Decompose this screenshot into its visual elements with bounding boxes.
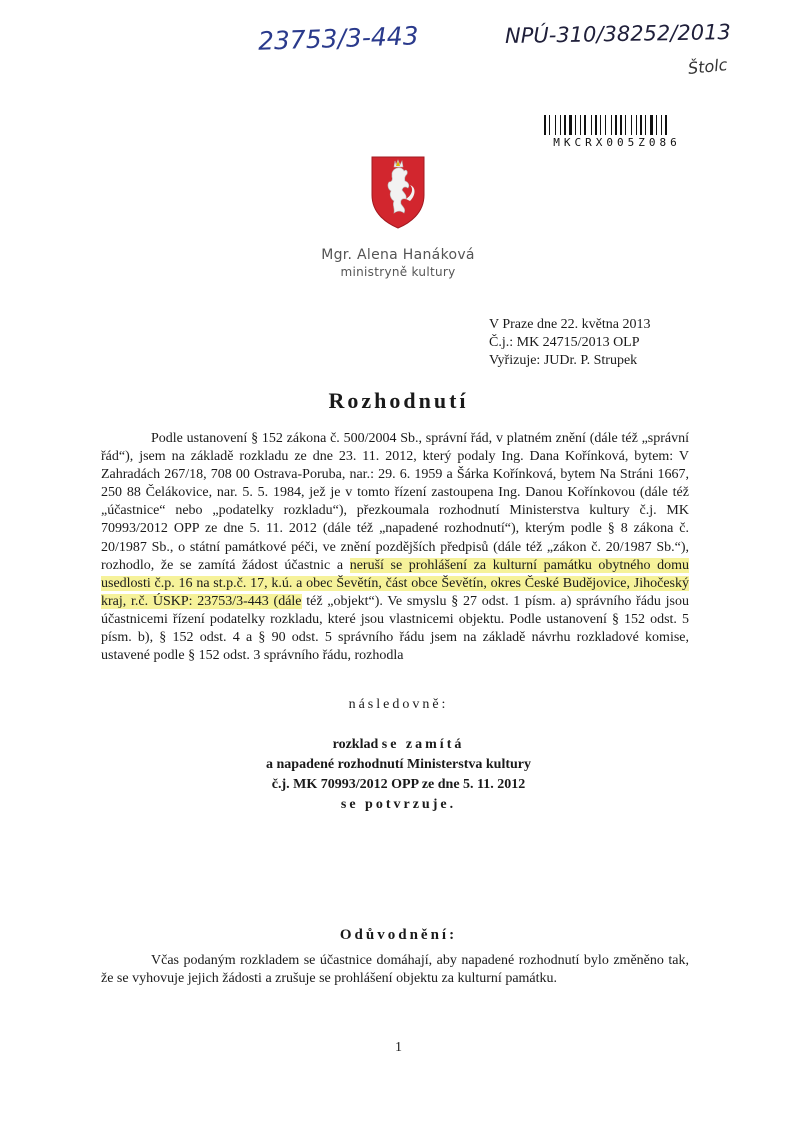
barcode-bar [600,115,601,135]
ruling-action: se zamítá [381,737,465,752]
barcode-bars [544,115,690,135]
barcode-bar [547,115,548,135]
barcode-bar [623,115,624,135]
document-meta [489,316,650,370]
barcode-bar [636,115,637,135]
barcode-bar [595,115,597,135]
barcode-bar [665,115,667,135]
barcode-bar [593,115,594,135]
ruling-block [0,735,797,815]
page-number: 1 [395,1040,402,1055]
czech-coat-of-arms-icon [370,155,426,230]
barcode-bar [613,115,614,135]
barcode-bar [564,115,566,135]
barcode-bar [638,115,639,135]
signer-name: Mgr. Alena Hanáková [321,247,475,263]
barcode-bar [549,115,550,135]
barcode-bar [640,115,642,135]
barcode-bar [580,115,581,135]
decision-paragraph [101,430,689,665]
reasoning-paragraph: Včas podaným rozkladem se účastnice domáhají, aby napadené rozhodnutí bylo změněno tak, že se vyhovuje jejich žádosti a zrušuje se prohlášení objektu za kulturní památku. [101,953,689,987]
barcode-bar [555,115,556,135]
barcode-bar [587,115,590,135]
barcode-bar [551,115,554,135]
barcode-bar [562,115,563,135]
barcode-bar [611,115,612,135]
barcode-bar [647,115,649,135]
handwritten-initials: Štolc [687,54,729,79]
barcode-bar [633,115,635,135]
signer-block [300,247,496,279]
ruling-subject: rozklad [332,737,379,752]
barcode-bar [627,115,630,135]
barcode-bar [569,115,572,135]
barcode-bar [582,115,583,135]
barcode-bar [575,115,576,135]
handled-by: Vyřizuje: JUDr. P. Strupek [489,353,638,368]
barcode-bar [661,115,662,135]
ruling-line-2: a napadené rozhodnutí Ministerstva kultury [266,757,531,772]
barcode-bar [577,115,579,135]
barcode-bar [645,115,646,135]
barcode-bar [620,115,622,135]
barcode-bar [625,115,626,135]
ruling-line-3: č.j. MK 70993/2012 OPP ze dne 5. 11. 2012 [271,777,526,792]
barcode [544,115,690,149]
barcode-code: MKCRX005Z086 [553,136,681,149]
document-title: Rozhodnutí [328,388,469,413]
barcode-bar [602,115,604,135]
barcode-bar [654,115,655,135]
barcode-bar [557,115,559,135]
paragraph-text-continued: též „objekt“). Ve smyslu § 27 odst. 1 písm. a) správního řádu jsou účastnicemi řízení podatelky rozkladu, které jsou vlastnicemi objektu. Podle ustanovení § 152 odst. 5 písm. b), § 152 odst. 4 a § 90 odst. 5 správního řádu jsem na základě návrhu rozkladové komise, ustavené podle § 152 odst. 3 správního řádu, rozhodla [101,593,689,664]
ruling-line-4: se potvrzuje. [340,797,457,812]
barcode-bar [615,115,617,135]
barcode-bar [591,115,592,135]
ruling-line-1 [0,735,797,755]
barcode-bar [573,115,574,135]
barcode-bar [567,115,568,135]
barcode-bar [605,115,606,135]
barcode-bar [656,115,657,135]
barcode-bar [584,115,586,135]
barcode-bar [618,115,619,135]
reference-number: Č.j.: MK 24715/2013 OLP [489,335,640,350]
paragraph-text: Podle ustanovení § 152 zákona č. 500/2004 Sb., správní řád, v platném znění (dále též „správní řád“), jsem na základě rozkladu ze dne 23. 11. 2012, který podaly Ing. Dana Kořínková, bytem: V Zahradách 267/18, 708 00 Ostrava-Poruba, nar.: 29. 6. 1959 a Šárka Kořínková, bytem Na Stráni 1667, 250 88 Čelákovice, nar. 5. 5. 1984, jež je v tomto řízení zastoupena Ing. Danou Kořínkovou (dále též „účastnice“ nebo „podatelky rozkladu“), přezkoumala rozhodnutí Ministerstva kultury č.j. MK 70993/2012 OPP ze dne 5. 11. 2012 (dále též „napadené rozhodnutí“), kterým podle § 8 zákona č. 20/1987 Sb., o státní památkové péči, ve znění pozdějších předpisů (dále též „zákon č. 20/1987 Sb.“), rozhodlo, že se zamítá žádost účastnic a [101,431,689,573]
barcode-bar [643,115,644,135]
barcode-bar [607,115,610,135]
barcode-bar [663,115,664,135]
barcode-bar [544,115,546,135]
barcode-bar [658,115,660,135]
handwritten-file-number: 23753/3-443 [257,21,420,56]
barcode-bar [598,115,599,135]
signer-role: ministryně kultury [340,265,456,279]
ruling-intro: následovně: [348,697,449,712]
highlighted-text: neruší se prohlášení za kulturní památku obytného domu usedlosti č.p. 16 na st.p.č. 17, k.ú. a obec Ševětín, část obce Ševětín, okres České Budějovice, Jihočeský kraj, r.č. ÚSKP: 23753/3-443 (dále [101,557,690,609]
place-date: V Praze dne 22. května 2013 [489,317,651,332]
handwritten-npu-reference: NPÚ-310/38252/2013 [504,20,732,48]
barcode-bar [560,115,561,135]
barcode-bar [631,115,632,135]
reasoning-title: Odůvodnění: [339,927,458,943]
barcode-bar [650,115,653,135]
